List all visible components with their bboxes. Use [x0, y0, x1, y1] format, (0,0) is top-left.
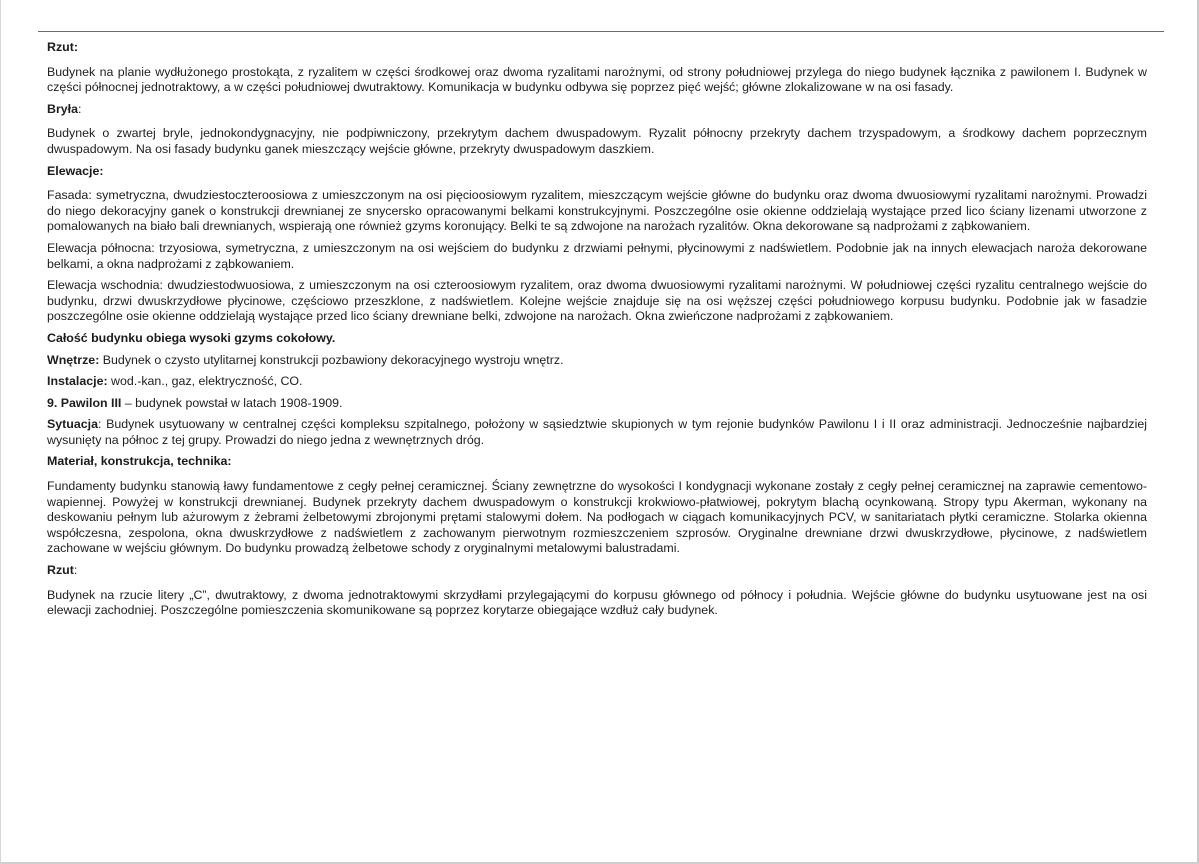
rzut-paragraph: Budynek na planie wydłużonego prostokąta, z ryzalitem w części środkowej oraz dwoma ryzalitami narożnymi, od strony południowej przylega do niego budynek łącznika z pawilonem I. Budynek w części północnej jednotraktowy, a w części południowej dwutraktowy. Komunikacja w budynku odbywa się poprzez pięć wejść; główne zlokalizowane w na osi fasady. — [47, 64, 1147, 95]
elewacje-heading: Elewacje: — [47, 163, 104, 178]
wnetrze-paragraph — [47, 353, 1147, 369]
elewacja-polnocna-paragraph: Elewacja północna: trzyosiowa, symetryczna, z umieszczonym na osi wejściem do budynku z drzwiami pełnymi, płycinowymi z nadświetlem. Podobnie jak na innych elewacjach naroża dekorowane belkami, a okna nadprożami z ząbkowaniem. — [47, 240, 1147, 271]
header-rule — [38, 31, 1164, 32]
rzut-pawilon-label: Rzut — [47, 563, 74, 578]
wnetrze-label: Wnętrze: — [47, 352, 100, 367]
bryla-colon: : — [78, 101, 82, 116]
document-body — [47, 40, 1147, 619]
pawilon-label: Pawilon III — [60, 395, 122, 410]
rzut-pawilon-colon: : — [73, 563, 78, 578]
material-paragraph: Fundamenty budynku stanowią ławy fundamentowe z cegły pełnej ceramicznej. Ściany zewnętrzne do wysokości I kondygnacji wykonane zostały z cegły pełnej ceramicznej na zaprawie cementowo-wapiennej. Powyżej w konstrukcji drewnianej. Budynek przekryty dachem dwuspadowym o konstrukcji krokwiowo-płatwiowej, pokrytym blachą ocynkowaną. Stropy typu Akerman, wykonany na deskowaniu pełnym lub ażurowym z żebrami żelbetowymi zbrojonymi prętami stalowymi dołem. Na podłogach w ciągach komunikacyjnych PCV, w sanitariatach płytki ceramiczne. Stolarka okienna współczesna, zespolona, okna dwuskrzydłowe z nadświetlem z zachowanym pierwotnym rozmieszczeniem szprosów. Oryginalne drewniane drzwi dwuskrzydłowe, płycinowe, z nadświetlem zachowane w wejściu głównym. Do budynku prowadzą żelbetowe schody z oryginalnymi metalowymi balustradami. — [47, 479, 1147, 556]
bryla-label: Bryła — [47, 101, 78, 116]
instalacje-paragraph — [47, 374, 1147, 390]
pawilon-heading — [47, 396, 1147, 412]
elewacja-wschodnia-paragraph: Elewacja wschodnia: dwudziestodwuosiowa, z umieszczonym na osi czteroosiowym ryzalitem, oraz dwoma dwuosiowymi ryzalitami narożnymi. W południowej części ryzalitu centralnego wejście do budynku, drzwi dwuskrzydłowe płycinowe, częściowo przeszklone, z nadświetlem. Kolejne wejście znajduje się na osi węższej części południowego korpusu budynku. Podobnie jak w fasadzie poszczególne osie okienne oddzielają wystające przed lico ściany drewniane belki, zdwojone na narożach. Okna zwieńczone nadprożami z ząbkowaniem. — [47, 278, 1147, 324]
rzut-heading: Rzut: — [47, 40, 78, 54]
bryla-paragraph: Budynek o zwartej bryle, jednokondygnacyjny, nie podpiwniczony, przekrytym dachem dwuspadowym. Ryzalit północny przekryty dachem trzyspadowym, a środkowy dachem poprzecznym dwuspadowym. Na osi fasady budynku ganek mieszczący wejście główne, przekryty dwuspadowym daszkiem. — [47, 126, 1147, 156]
wnetrze-text: Budynek o czysto utylitarnej konstrukcji pozbawiony dekoracyjnego wystroju wnętrz. — [99, 352, 564, 367]
pawilon-text: – budynek powstał w latach 1908-1909. — [121, 395, 343, 410]
bryla-heading — [47, 102, 1147, 118]
pawilon-number: 9. — [47, 395, 61, 410]
instalacje-label: Instalacje: — [47, 374, 108, 389]
material-heading: Materiał, konstrukcja, technika: — [47, 454, 232, 469]
fasada-paragraph: Fasada: symetryczna, dwudziestoczteroosiowa z umieszczonym na osi pięcioosiowym ryzalitem, mieszczącym wejście główne do budynku oraz dwoma dwuosiowymi ryzalitami narożnymi. Prowadzi do niego dekoracyjny ganek o konstrukcji drewnianej ze snycersko opracowanymi belkami konstrukcyjnymi. Poszczególne osie okienne oddzielają wystające przed lico ściany lizenami utworzone z pomalowanych na biało bali drewnianych, wspierają one również gzyms koronujący. Belki te są zdwojone na narożach ryzalitów. Okna dekorowane są nadprożami z ząbkowaniem. — [47, 188, 1147, 234]
gzyms-statement: Całość budynku obiega wysoki gzyms cokołowy. — [47, 330, 336, 345]
sytuacja-text: : Budynek usytuowany w centralnej części kompleksu szpitalnego, położony w sąsiedztwie skupionych w tym rejonie budynków Pawilonu I i II oraz administracji. Jednocześnie najbardziej wysunięty na północ z tej grupy. Prowadzi do niego jedna z wewnętrznych dróg. — [47, 417, 1147, 447]
instalacje-text: wod.-kan., gaz, elektryczność, CO. — [107, 374, 303, 389]
sytuacja-label: Sytuacja — [47, 417, 98, 432]
sytuacja-paragraph — [47, 417, 1147, 448]
rzut-pawilon-paragraph: Budynek na rzucie litery „C”, dwutraktowy, z dwoma jednotraktowymi skrzydłami przylegającymi do korpusu głównego od północy i południa. Wejście główne do budynku usytuowane jest na osi elewacji zachodniej. Poszczególne pomieszczenia skomunikowane są poprzez korytarze obiegające wzdłuż cały budynek. — [47, 587, 1147, 618]
rzut-pawilon-heading — [47, 563, 1147, 579]
